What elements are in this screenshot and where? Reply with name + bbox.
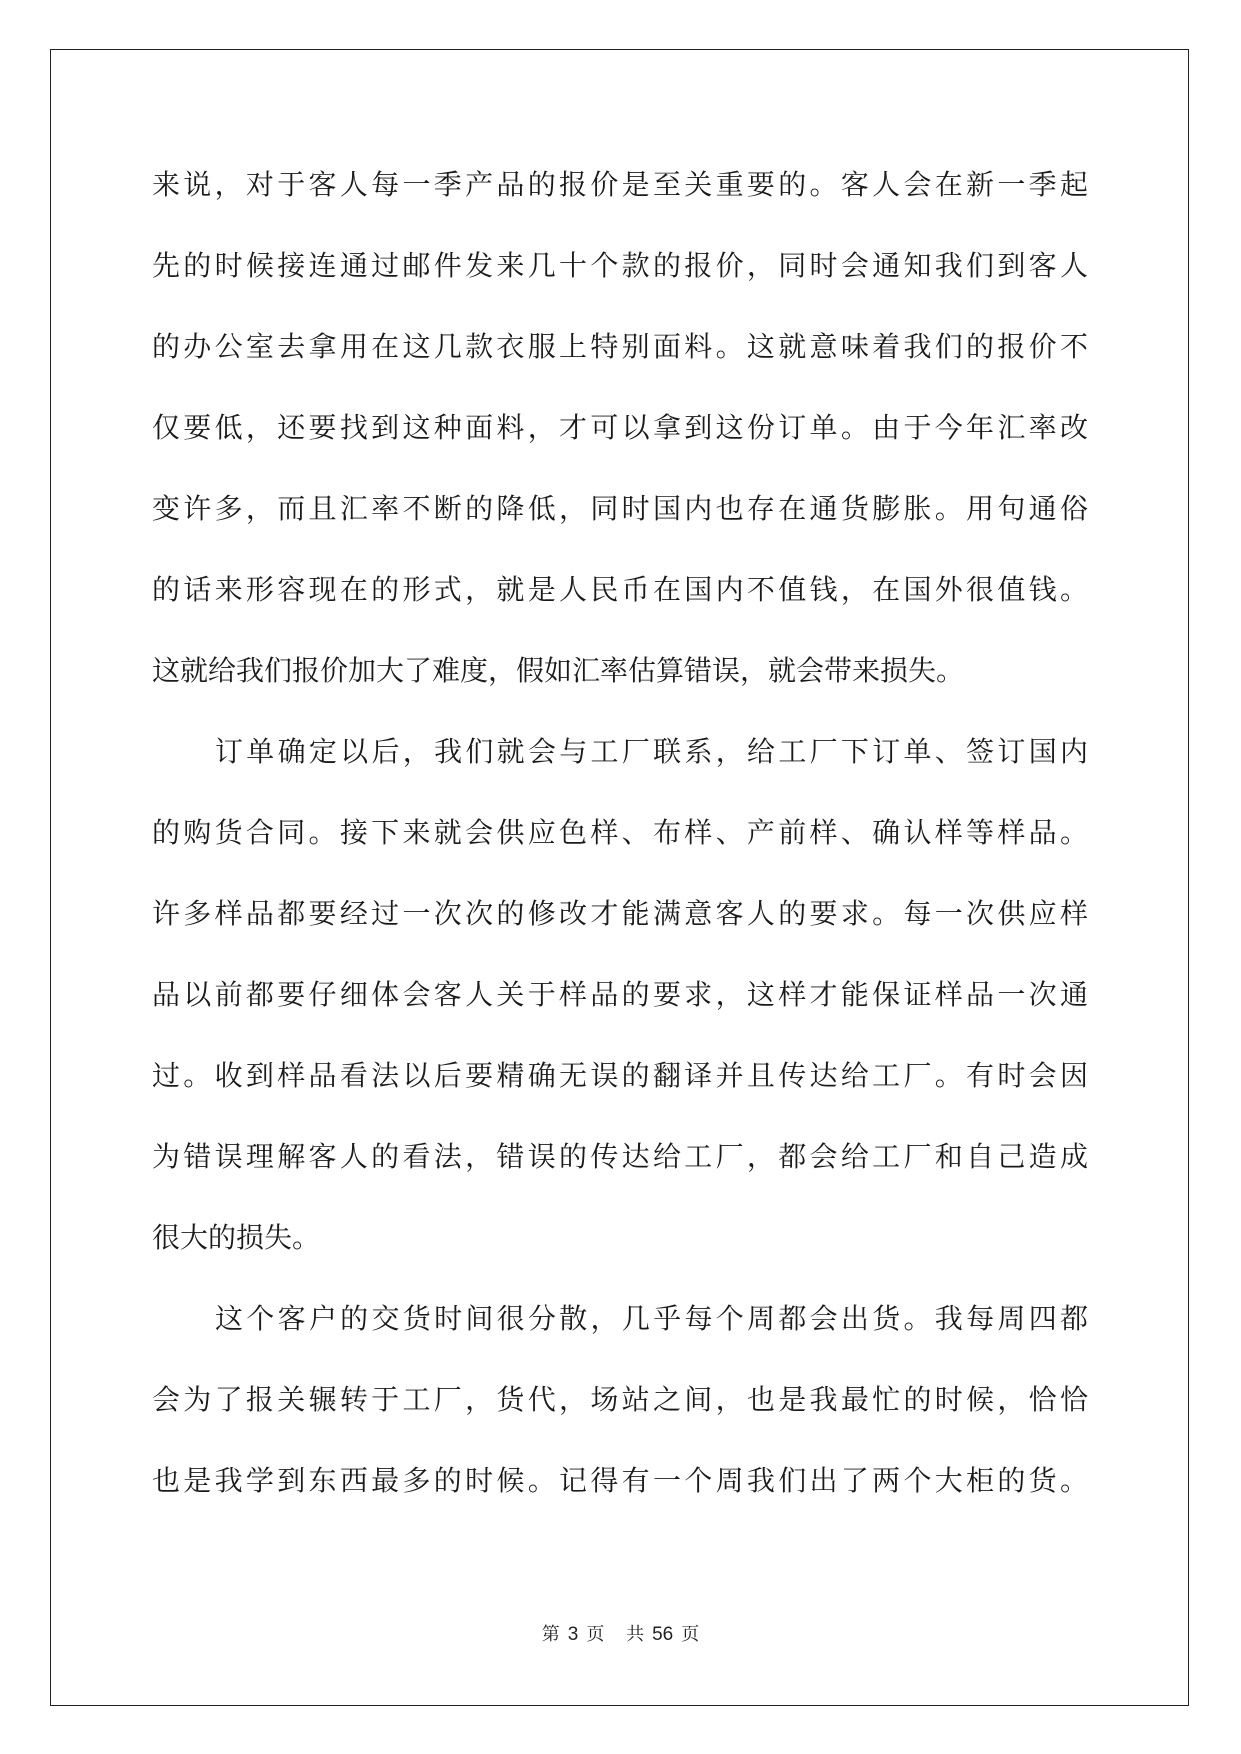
- text-line: 的办公室去拿用在这几款衣服上特别面料。这就意味着我们的报价不: [152, 330, 1088, 363]
- text-line: 会为了报关辗转于工厂，货代，场站之间，也是我最忙的时候，恰恰: [152, 1383, 1088, 1416]
- text-line: 品以前都要仔细体会客人关于样品的要求，这样才能保证样品一次通: [152, 978, 1088, 1011]
- page-indicator: [538, 1624, 609, 1645]
- total-pages: 56: [652, 1624, 674, 1645]
- text-line: 过。收到样品看法以后要精确无误的翻译并且传达给工厂。有时会因: [152, 1059, 1088, 1092]
- page-number: 3: [567, 1624, 579, 1645]
- text-line: 仅要低，还要找到这种面料，才可以拿到这份订单。由于今年汇率改: [152, 411, 1088, 444]
- text-line: 的话来形容现在的形式，就是人民币在国内不值钱，在国外很值钱。: [152, 573, 1088, 606]
- text-line: 许多样品都要经过一次次的修改才能满意客人的要求。每一次供应样: [152, 897, 1088, 930]
- total-prefix: 共: [626, 1624, 645, 1645]
- document-body: [152, 160, 1088, 1537]
- page-suffix: 页: [586, 1624, 605, 1645]
- text-line: 来说，对于客人每一季产品的报价是至关重要的。客人会在新一季起: [152, 168, 1088, 201]
- text-line: 变许多，而且汇率不断的降低，同时国内也存在通货膨胀。用句通俗: [152, 492, 1088, 525]
- paragraph-start-line: 订单确定以后，我们就会与工厂联系，给工厂下订单、签订国内: [215, 735, 1088, 768]
- text-line: 为错误理解客人的看法，错误的传达给工厂，都会给工厂和自己造成: [152, 1140, 1088, 1173]
- total-pages-indicator: [622, 1624, 703, 1645]
- text-line: 也是我学到东西最多的时候。记得有一个周我们出了两个大柜的货。: [152, 1464, 1088, 1497]
- text-line: 这就给我们报价加大了难度，假如汇率估算错误，就会带来损失。: [152, 654, 965, 687]
- text-line: 很大的损失。: [152, 1221, 321, 1254]
- text-line: 的购货合同。接下来就会供应色样、布样、产前样、确认样等样品。: [152, 816, 1088, 849]
- paragraph-start-line: 这个客户的交货时间很分散，几乎每个周都会出货。我每周四都: [215, 1302, 1088, 1335]
- page-footer: [0, 1620, 1241, 1646]
- total-suffix: 页: [681, 1624, 700, 1645]
- page-prefix: 第: [541, 1624, 560, 1645]
- text-line: 先的时候接连通过邮件发来几十个款的报价，同时会通知我们到客人: [152, 249, 1088, 282]
